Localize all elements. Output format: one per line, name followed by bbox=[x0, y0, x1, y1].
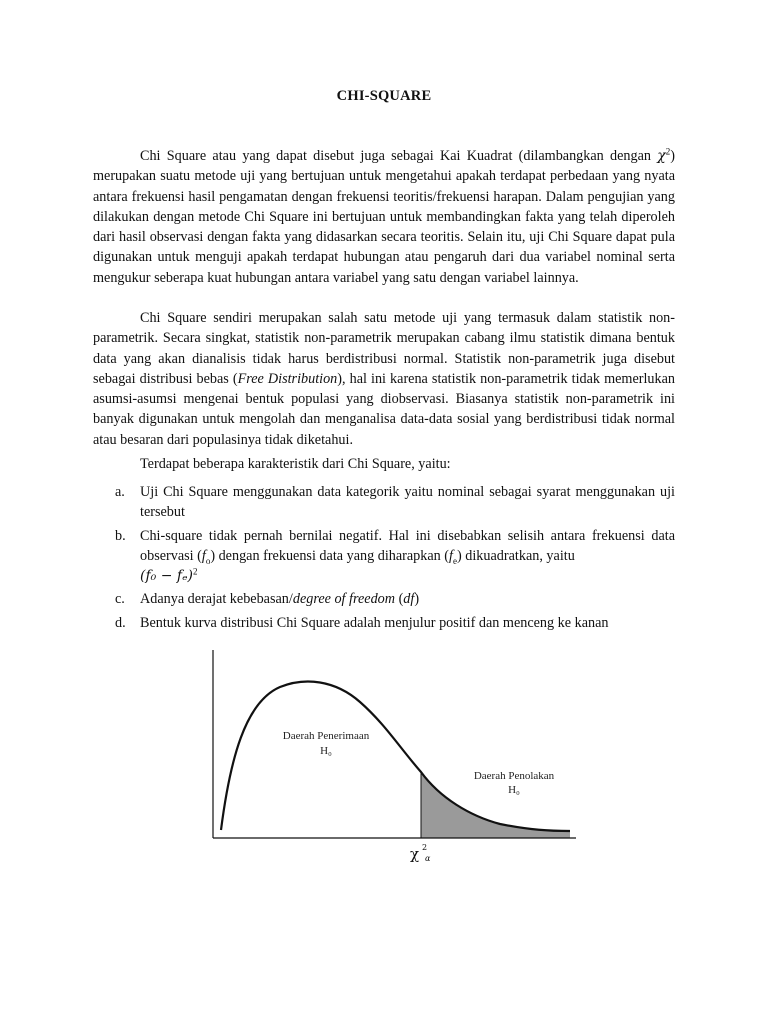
fe-subscript: e bbox=[453, 555, 457, 566]
acceptance-region-label: Daerah Penerimaan bbox=[282, 730, 370, 742]
list-item-text: Chi-square tidak pernah bernilai negatif. Hal ini disebabkan selisih antara frekuensi data observasi ( bbox=[140, 527, 675, 564]
list-item-text: ( bbox=[395, 591, 404, 608]
chi-square-distribution-figure bbox=[200, 640, 580, 880]
p2-italic: Free Distribution bbox=[237, 370, 338, 387]
chi-symbol: χ bbox=[657, 148, 666, 164]
df-symbol: df bbox=[403, 591, 415, 608]
p1-text-b: ) merupakan suatu metode uji yang bertujuan untuk mengetahui apakah terdapat perbedaan yang nyata antara frekuensi hasil pengamatan dengan frekuensi teoritis/frekuensi harapan. Dalam pengujian yang dilakukan dengan metode Chi Square ini bertujuan untuk membandingkan fakta yang telah diperoleh dari hasil observasi dengan fakta yang didasarkan secara teoritis. Selain itu, uji Chi Square dapat pula digunakan untuk menguji apakah terdapat hubungan atau pengaruh dari dua variabel nominal serta mengukur seberapa kuat hubungan antara variabel yang satu dengan variabel lainnya. bbox=[93, 148, 675, 286]
p3-text: Terdapat beberapa karakteristik dari Chi Square, yaitu: bbox=[140, 456, 451, 472]
list-marker: c. bbox=[115, 591, 125, 608]
document-title: CHI-SQUARE bbox=[336, 88, 432, 104]
critical-value-subscript: α bbox=[425, 854, 431, 863]
list-item-text: ) bbox=[414, 591, 420, 608]
list-marker: a. bbox=[115, 484, 125, 500]
paragraph-3 bbox=[93, 454, 675, 474]
list-item-italic: degree of freedom bbox=[292, 591, 396, 608]
list-item bbox=[93, 613, 675, 633]
list-item bbox=[93, 589, 675, 609]
list-item-text: ) dengan frekuensi data yang diharapkan ( bbox=[210, 547, 450, 564]
fo-symbol: f bbox=[201, 547, 206, 564]
difference-formula: (𝑓₀ − 𝑓ₑ) bbox=[140, 568, 193, 585]
chi-superscript: 2 bbox=[665, 146, 671, 157]
list-marker: d. bbox=[115, 614, 126, 631]
p1-text-a: Chi Square atau yang dapat disebut juga sebagai Kai Kuadrat (dilambangkan dengan bbox=[140, 148, 658, 164]
formula-superscript: 2 bbox=[192, 566, 198, 577]
distribution-diagram bbox=[200, 640, 580, 880]
paragraph-1 bbox=[93, 146, 675, 288]
list-item-text: Bentuk kurva distribusi Chi Square adalah menjulur positif dan menceng ke kanan bbox=[140, 614, 609, 631]
fe-symbol: f bbox=[449, 547, 453, 564]
list-item bbox=[93, 526, 675, 587]
rejection-region-h0: H₀ bbox=[508, 784, 520, 796]
list-item-text: Adanya derajat kebebasan/ bbox=[140, 591, 293, 608]
list-item-text: ) dikuadratkan, yaitu bbox=[457, 547, 575, 564]
critical-value-symbol: χ bbox=[410, 845, 420, 863]
paragraph-2 bbox=[93, 308, 675, 450]
critical-value-superscript: 2 bbox=[422, 843, 428, 852]
rejection-region-label: Daerah Penolakan bbox=[473, 770, 555, 782]
distribution-curve bbox=[221, 682, 570, 831]
list-item-text: Uji Chi Square menggunakan data kategorik yaitu nominal sebagai syarat menggunakan uji tersebut bbox=[140, 484, 675, 521]
list-marker: b. bbox=[115, 527, 126, 544]
characteristics-list bbox=[93, 482, 675, 636]
acceptance-region-h0: H₀ bbox=[320, 745, 332, 757]
p2-text-b: ), hal ini karena statistik non-parametrik tidak memerlukan asumsi-asumsi mengenai bentuk populasi yang diobservasi. Biasanya statistik non-parametrik ini banyak digunakan untuk mengolah dan menganalisa data-data sosial yang berdistribusi tidak normal atau besaran dari populasinya tidak diketahui. bbox=[93, 370, 675, 448]
list-item bbox=[93, 482, 675, 523]
p2-text-a: Chi Square sendiri merupakan salah satu metode uji yang termasuk dalam statistik non-parametrik. Secara singkat, statistik non-parametrik merupakan cabang ilmu statistik dimana bentuk data yang akan dianalisis tidak harus berdistribusi normal. Statistik non-parametrik juga disebut sebagai distribusi bebas ( bbox=[93, 310, 675, 387]
fo-subscript: o bbox=[205, 555, 211, 566]
